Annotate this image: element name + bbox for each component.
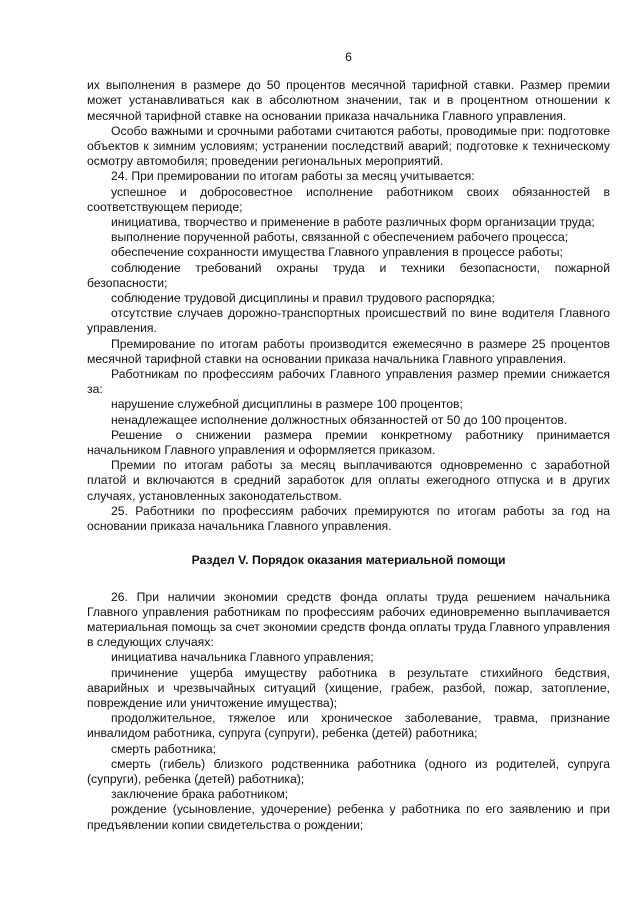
paragraph: соблюдение требований охраны труда и техники безопасности, пожарной безопасности; xyxy=(87,260,610,290)
paragraph: причинение ущерба имуществу работника в результате стихийного бедствия, аварийных и чрезвычайных ситуаций (хищение, грабеж, разбой, пожар, затопление, повреждение или уничтожение имущества); xyxy=(87,665,610,710)
paragraph: нарушение служебной дисциплины в размере 100 процентов; xyxy=(111,397,463,412)
paragraph: заключение брака работником; xyxy=(111,787,289,802)
paragraph: отсутствие случаев дорожно-транспортных происшествий по вине водителя Главного управления. xyxy=(87,306,610,336)
paragraph: Работникам по профессиям рабочих Главного управления размер премии снижается за: xyxy=(87,367,610,397)
paragraph: Решение о снижении размера премии конкретному работнику принимается начальником Главного управления и оформляется приказом. xyxy=(87,427,610,458)
paragraph: Особо важными и срочными работами считаются работы, проводимые при: подготовке объектов к зимним условиям; устранении последствий аварий; подготовке к техническому осмотру автомобиля; проведении региональных мероприятий. xyxy=(87,123,610,169)
paragraph: инициатива, творчество и применение в работе различных форм организации труда; xyxy=(111,215,595,230)
paragraph: смерть работника; xyxy=(111,741,217,756)
paragraph: 24. При премировании по итогам работы за месяц учитывается: xyxy=(111,169,475,184)
paragraph: смерть (гибель) близкого родственника работника (одного из родителей, супруга (супруги), ребенка (детей) работника); xyxy=(87,756,610,786)
paragraph: рождение (усыновление, удочерение) ребенка у работника по его заявлению и при предъявлении копии свидетельства о рождении; xyxy=(87,802,610,832)
paragraph: их выполнения в размере до 50 процентов месячной тарифной ставки. Размер премии может устанавливаться как в абсолютном значении, так и в процентном отношении к месячной тарифной ставке на основании приказа начальника Главного управления. xyxy=(87,78,610,123)
paragraphs-top xyxy=(87,78,610,534)
paragraph: 26. При наличии экономии средств фонда оплаты труда решением начальника Главного управления работникам по профессиям рабочих единовременно выплачивается материальная помощь за счет экономии средств фонда оплаты труда Главного управления в следующих случаях: xyxy=(87,589,610,650)
paragraph: инициатива начальника Главного управления; xyxy=(111,650,374,665)
paragraph: продолжительное, тяжелое или хроническое заболевание, травма, признание инвалидом работника, супруга (супруги), ребенка (детей) работника; xyxy=(87,711,610,741)
document-page xyxy=(87,50,610,833)
paragraph: успешное и добросовестное исполнение работником своих обязанностей в соответствующем периоде; xyxy=(87,184,610,214)
page-number: 6 xyxy=(345,50,352,64)
paragraph: ненадлежащее исполнение должностных обязанностей от 50 до 100 процентов. xyxy=(111,412,568,427)
paragraph: Премии по итогам работы за месяц выплачиваются одновременно с заработной платой и включаются в средний заработок для оплаты ежегодного отпуска и в других случаях, установленных законодательством. xyxy=(87,458,610,503)
paragraph: 25. Работники по профессиям рабочих премируются по итогам работы за год на основании приказа начальника Главного управления. xyxy=(87,503,610,534)
paragraph: выполнение порученной работы, связанной с обеспечением рабочего процесса; xyxy=(111,230,569,245)
section-heading: Раздел V. Порядок оказания материальной помощи xyxy=(191,553,506,568)
paragraphs-bottom xyxy=(87,590,610,833)
paragraph: соблюдение трудовой дисциплины и правил трудового распорядка; xyxy=(111,291,495,306)
paragraph: обеспечение сохранности имущества Главного управления в процессе работы; xyxy=(111,245,563,260)
paragraph: Премирование по итогам работы производится ежемесячно в размере 25 процентов месячной тарифной ставки на основании приказа начальника Главного управления. xyxy=(87,336,610,366)
